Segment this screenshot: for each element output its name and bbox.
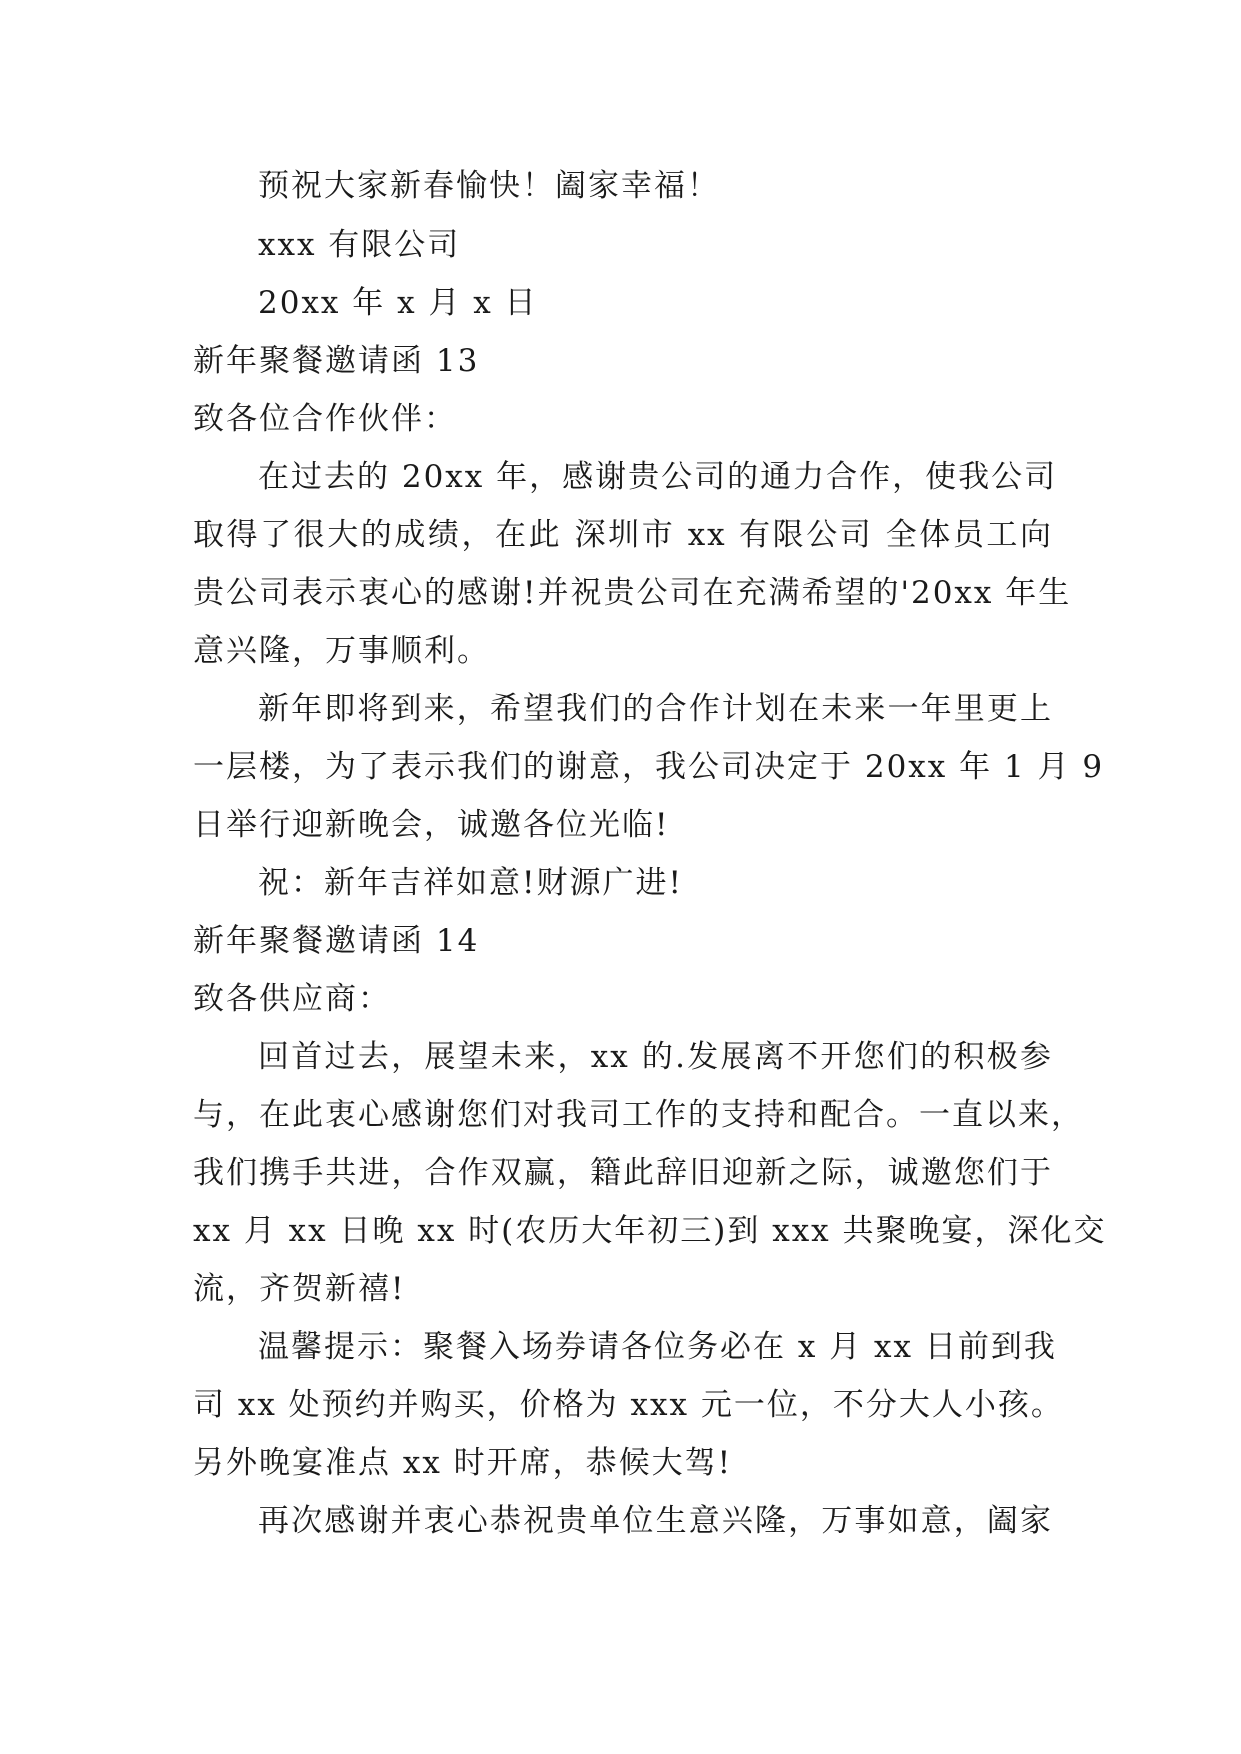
section-title-14: 新年聚餐邀请函 14 <box>193 923 480 959</box>
date-line: 20xx 年 x 月 x 日 <box>258 285 538 321</box>
paragraph-line: 回首过去，展望未来，xx 的.发展离不开您们的积极参 <box>258 1039 1053 1075</box>
paragraph-line: xx 月 xx 日晚 xx 时(农历大年初三)到 xxx 共聚晚宴，深化交 <box>193 1213 1107 1249</box>
salutation-14: 致各供应商： <box>193 981 391 1017</box>
paragraph-line: 日举行迎新晚会，诚邀各位光临! <box>193 807 670 843</box>
paragraph-line: 流，齐贺新禧! <box>193 1271 406 1307</box>
paragraph-line: 一层楼，为了表示我们的谢意，我公司决定于 20xx 年 1 月 9 <box>193 749 1105 785</box>
paragraph-line: 意兴隆，万事顺利。 <box>193 633 490 669</box>
paragraph-line: 司 xx 处预约并购买，价格为 xxx 元一位，不分大人小孩。 <box>193 1387 1064 1423</box>
paragraph-line: 贵公司表示衷心的感谢!并祝贵公司在充满希望的'20xx 年生 <box>193 575 1072 611</box>
salutation-13: 致各位合作伙伴： <box>193 401 457 437</box>
paragraph-line: 再次感谢并衷心恭祝贵单位生意兴隆，万事如意，阖家 <box>258 1503 1053 1539</box>
paragraph-line: 温馨提示：聚餐入场券请各位务必在 x 月 xx 日前到我 <box>258 1329 1057 1365</box>
paragraph-line: 我们携手共进，合作双赢，籍此辞旧迎新之际，诚邀您们于 <box>193 1155 1053 1191</box>
paragraph-line: 取得了很大的成绩，在此 深圳市 xx 有限公司 全体员工向 <box>193 517 1053 553</box>
paragraph-line: 与，在此衷心感谢您们对我司工作的支持和配合。一直以来， <box>193 1097 1084 1133</box>
greeting-line: 预祝大家新春愉快！阖家幸福！ <box>258 168 720 204</box>
wish-line: 祝：新年吉祥如意!财源广进! <box>258 865 683 901</box>
paragraph-line: 另外晚宴准点 xx 时开席，恭候大驾! <box>193 1445 733 1481</box>
company-signature: xxx 有限公司 <box>258 227 461 263</box>
paragraph-line: 新年即将到来，希望我们的合作计划在未来一年里更上 <box>258 691 1053 727</box>
paragraph-line: 在过去的 20xx 年，感谢贵公司的通力合作，使我公司 <box>258 459 1058 495</box>
section-title-13: 新年聚餐邀请函 13 <box>193 343 480 379</box>
